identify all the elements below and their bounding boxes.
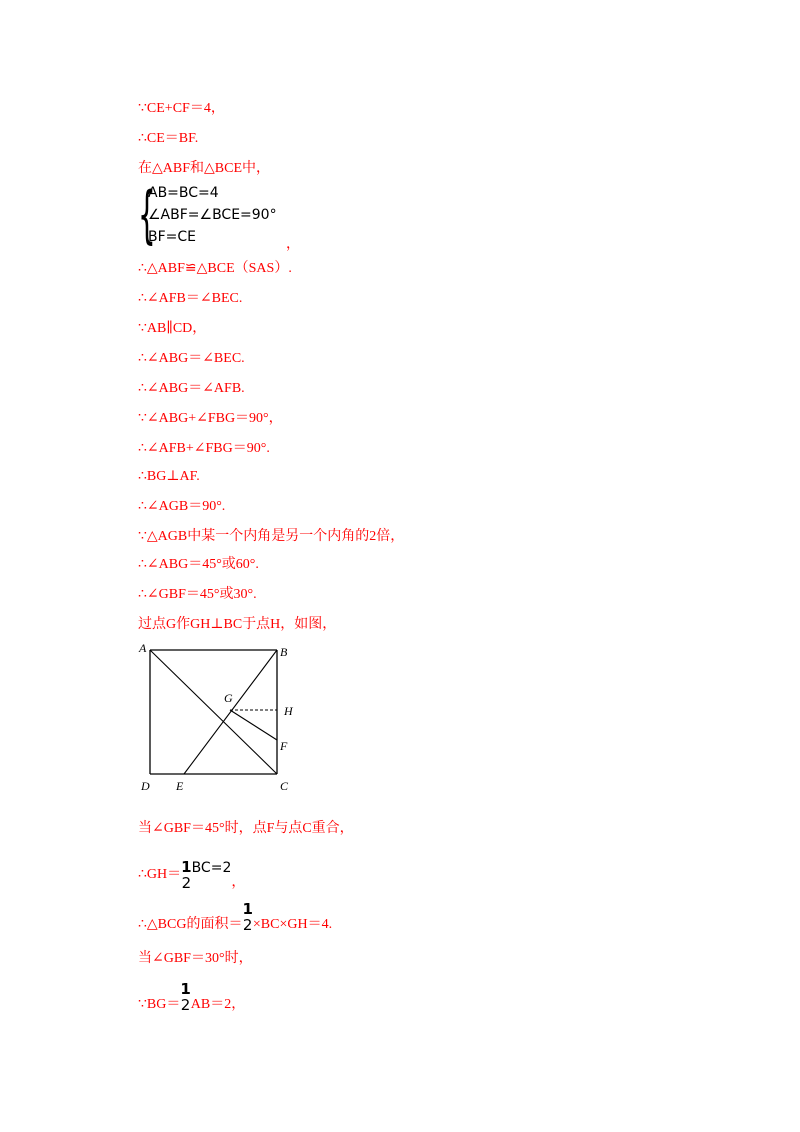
fraction-denominator: 2: [242, 915, 253, 934]
segment-be: [184, 650, 277, 774]
line-18-expr: BC=2: [191, 860, 232, 876]
line-11: ∴BG⊥AF.: [138, 469, 200, 484]
fraction-half-1: [181, 859, 191, 891]
equation-3: BF=CE: [148, 229, 197, 245]
line-21-prefix: ∵BG＝: [138, 997, 181, 1012]
line-20: 当∠GBF＝30°时，: [138, 951, 253, 966]
line-10: ∴∠AFB+∠FBG＝90°.: [138, 441, 270, 456]
line-19-expr: ×BC×GH＝4.: [252, 917, 333, 932]
line-2: ∴CE＝BF.: [138, 131, 199, 146]
line-3: 在△ABF和△BCE中，: [138, 161, 270, 176]
fraction-numerator: 1: [181, 857, 192, 876]
line-7: ∴∠ABG＝∠BEC.: [138, 351, 245, 366]
geometry-figure: [138, 640, 308, 800]
line-19: [138, 898, 332, 936]
label-g: G: [224, 691, 233, 705]
line-9: ∵∠ABG+∠FBG＝90°，: [138, 411, 283, 426]
label-a: A: [139, 641, 147, 655]
line-12: ∴∠AGB＝90°.: [138, 499, 226, 514]
line-18-comma: ，: [231, 875, 246, 890]
fraction-half-3: [180, 981, 190, 1013]
line-21: [138, 978, 245, 1016]
line-19-prefix: ∴△BCG的面积＝: [138, 917, 243, 932]
equation-1: AB=BC=4: [148, 185, 219, 201]
segment-ac: [150, 650, 277, 774]
line-1: ∵CE+CF＝4，: [138, 101, 225, 116]
line-14: ∴∠ABG＝45°或60°.: [138, 557, 259, 572]
equation-2: ∠ABF=∠BCE=90°: [148, 207, 277, 223]
line-6: ∵AB∥CD，: [138, 321, 207, 336]
line-18-prefix: ∴GH＝: [138, 867, 182, 882]
line-5: ∴∠AFB＝∠BEC.: [138, 291, 243, 306]
label-d: D: [141, 779, 150, 793]
line-17: 当∠GBF＝45°时，点F与点C重合，: [138, 821, 354, 836]
line-13: ∵△AGB中某一个内角是另一个内角的2倍，: [138, 529, 405, 544]
fraction-numerator: 1: [180, 979, 191, 998]
line-21-expr: AB＝2，: [190, 997, 246, 1012]
brace: {: [138, 178, 156, 251]
line-8: ∴∠ABG＝∠AFB.: [138, 381, 245, 396]
line-15: ∴∠GBF＝45°或30°.: [138, 587, 257, 602]
fraction-half-2: [242, 901, 252, 933]
fraction-denominator: 2: [181, 873, 192, 892]
fraction-numerator: 1: [242, 899, 253, 918]
fraction-denominator: 2: [180, 995, 191, 1014]
label-f: F: [280, 739, 288, 753]
line-4: ∴△ABF≌△BCE（SAS）.: [138, 261, 292, 276]
system-comma: ，: [286, 237, 300, 252]
line-18: [138, 850, 246, 892]
label-h: H: [284, 704, 293, 718]
label-e: E: [176, 779, 184, 793]
label-b: B: [280, 645, 288, 659]
equation-system: [138, 178, 300, 252]
label-c: C: [280, 779, 289, 793]
line-16: 过点G作GH⊥BC于点H，如图，: [138, 617, 337, 632]
